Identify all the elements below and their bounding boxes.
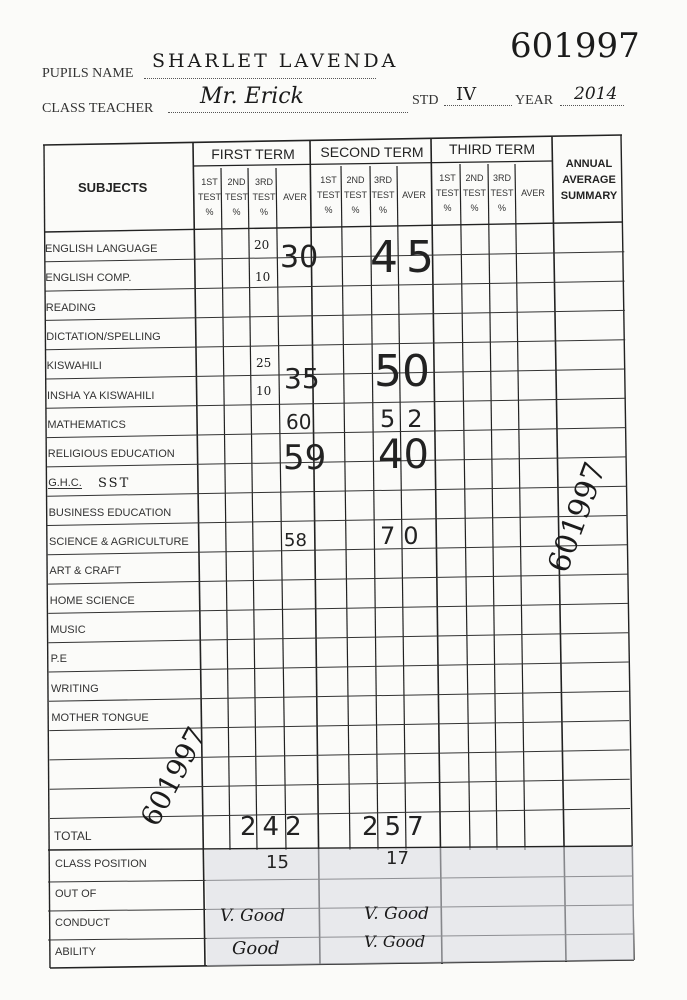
class-position-first-term: 15 xyxy=(266,852,289,873)
ability-first-term: Good xyxy=(232,938,280,959)
subject-row-label: ENGLISH LANGUAGE xyxy=(45,243,158,255)
sst-handwritten: SST xyxy=(98,476,131,491)
document-number: 601997 xyxy=(510,26,640,66)
math-second-term: 52 xyxy=(380,405,435,433)
total-first-term: 242 xyxy=(240,812,308,842)
subject-row-label: HOME SCIENCE xyxy=(49,594,135,607)
kiswahili-t3-mark-b: 10 xyxy=(256,384,272,398)
row-line xyxy=(48,574,628,584)
out-of-label: OUT OF xyxy=(55,888,97,900)
colhead-3-third-test: 3RD TEST % xyxy=(490,173,514,213)
class-teacher-value: Mr. Erick xyxy=(200,84,304,109)
ability-second-term: V. Good xyxy=(364,932,426,951)
total-label: TOTAL xyxy=(54,829,92,843)
subject-row-label: ENGLISH COMP. xyxy=(45,272,132,285)
subject-row-label: ART & CRAFT xyxy=(49,565,122,578)
colhead-3-second-test: 2ND TEST % xyxy=(462,173,486,213)
row-line xyxy=(46,281,625,291)
subject-row-label: P.E xyxy=(50,653,67,666)
subject-row-label: DICTATION/SPELLING xyxy=(46,330,161,343)
kiswahili-t3-mark-a: 25 xyxy=(256,356,272,370)
first-term-header: FIRST TERM xyxy=(211,146,295,162)
row-line xyxy=(48,603,628,613)
std-value: IV xyxy=(456,84,477,105)
class-position-label: CLASS POSITION xyxy=(55,858,147,870)
conduct-label: CONDUCT xyxy=(55,917,110,929)
std-label: STD xyxy=(412,93,439,108)
colhead-1-second-test: 2ND TEST % xyxy=(224,177,248,217)
subject-row-label: INSHA YA KISWAHILI xyxy=(47,389,155,402)
second-term-header: SECOND TERM xyxy=(320,144,424,160)
third-term-header: THIRD TERM xyxy=(448,141,536,157)
colhead-1-aver: AVER xyxy=(283,192,307,202)
colhead-3-first-test: 1ST TEST % xyxy=(435,173,459,213)
subject-row-label: SCIENCE & AGRICULTURE xyxy=(49,536,189,548)
side-number-right: 601997 xyxy=(541,457,614,578)
re-second-term: 40 xyxy=(378,432,429,478)
row-line xyxy=(49,691,629,701)
class-position-second-term: 17 xyxy=(386,848,409,869)
english-t3-mark-b: 10 xyxy=(255,270,271,284)
subject-row-label: G.H.C. xyxy=(48,477,82,490)
pupils-name-value: SHARLET LAVENDA xyxy=(152,50,399,72)
row-line xyxy=(49,633,629,643)
subject-row-label: MUSIC xyxy=(50,623,86,636)
subject-row-label: KISWAHILI xyxy=(46,360,102,373)
colhead-3-aver: AVER xyxy=(521,188,545,198)
subject-row-label: RELIGIOUS EDUCATION xyxy=(47,448,175,461)
subject-row-label: READING xyxy=(45,301,96,314)
colhead-2-third-test: 3RD TEST % xyxy=(371,175,395,215)
pupils-name-label: PUPILS NAME xyxy=(42,66,134,81)
science-first-term: 58 xyxy=(284,530,307,551)
re-first-term: 59 xyxy=(283,438,327,478)
total-second-term: 257 xyxy=(362,812,430,842)
conduct-second-term: V. Good xyxy=(364,904,430,924)
ghc-strikeout xyxy=(48,488,82,489)
row-line xyxy=(50,750,630,760)
subject-row-label: WRITING xyxy=(51,682,99,695)
class-teacher-label: CLASS TEACHER xyxy=(42,101,154,116)
english-t3-mark-a: 20 xyxy=(254,238,270,252)
colhead-2-second-test: 2ND TEST % xyxy=(343,175,367,215)
row-line xyxy=(49,662,629,672)
annual-average-summary-header: ANNUAL AVERAGE SUMMARY xyxy=(560,158,618,202)
kiswahili-avg-second-term: 50 xyxy=(374,346,430,397)
year-label: YEAR xyxy=(515,93,554,108)
colhead-1-third-test: 3RD TEST % xyxy=(252,177,276,217)
english-avg-second-term: 45 xyxy=(370,232,442,283)
subject-row-label: MATHEMATICS xyxy=(47,418,126,431)
row-line xyxy=(46,310,625,320)
row-line xyxy=(47,486,626,496)
subject-row-label: MOTHER TONGUE xyxy=(51,711,149,724)
side-number-left: 601997 xyxy=(133,721,214,832)
science-second-term: 70 xyxy=(380,522,427,550)
colhead-1-first-test: 1ST TEST % xyxy=(197,177,221,217)
colhead-2-aver: AVER xyxy=(402,190,426,200)
conduct-first-term: V. Good xyxy=(220,906,286,926)
row-line xyxy=(46,369,625,379)
subjects-header: SUBJECTS xyxy=(78,180,148,195)
kiswahili-avg-first-term: 35 xyxy=(284,362,320,395)
row-line xyxy=(47,428,626,438)
english-avg-first-term: 30 xyxy=(280,240,319,275)
ability-label: ABILITY xyxy=(55,946,96,958)
row-line xyxy=(50,779,630,789)
colhead-2-first-test: 1ST TEST % xyxy=(316,175,340,215)
year-value: 2014 xyxy=(574,84,618,104)
math-first-term: 60 xyxy=(286,410,312,434)
subject-row-label: BUSINESS EDUCATION xyxy=(48,506,172,519)
